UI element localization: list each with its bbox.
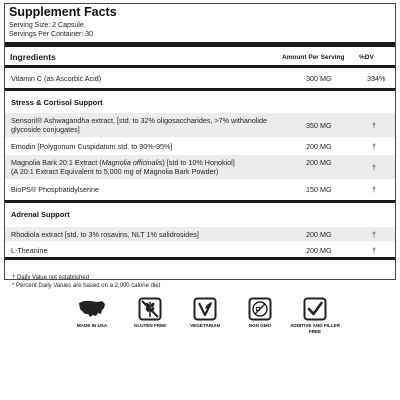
- vitamin-c-row: [5, 71, 395, 84]
- badge-vegetarian: [175, 297, 235, 329]
- ingredient-amount: 200 MG: [306, 246, 332, 255]
- l-theanine-row: [5, 243, 395, 256]
- emodin-row: [5, 139, 395, 153]
- panel-title: Supplement Facts: [9, 5, 117, 19]
- ashwagandha-row: [5, 113, 395, 137]
- badge-gluten-free: [120, 297, 180, 329]
- ingredient-amount: 350 MG: [306, 121, 332, 130]
- section-rule: [5, 88, 395, 91]
- badge-label: MADE IN USA: [76, 323, 108, 328]
- checkmark-icon: [303, 297, 327, 321]
- name-part: Magnolia Bark 20:1 Extract (: [11, 158, 102, 167]
- servings-per-container: Servings Per Container: 30: [9, 31, 94, 38]
- ingredient-name: L-Theanine: [11, 246, 48, 255]
- ingredient-dv: 334%: [367, 74, 386, 83]
- ingredient-amount: 150 MG: [306, 185, 332, 194]
- bio-ps-row: [5, 182, 395, 196]
- usa-map-icon: [77, 297, 107, 321]
- magnolia-row: [5, 155, 395, 179]
- wheat-crossed-icon: [138, 297, 162, 321]
- certification-badges: [70, 297, 340, 337]
- serving-size: Serving Size: 2 Capsule: [9, 22, 84, 29]
- header-rule: [5, 65, 395, 68]
- ingredient-dv: †: [372, 185, 376, 194]
- section-rule: [5, 200, 395, 203]
- dv-header: %DV: [359, 54, 374, 61]
- badge-non-gmo: [230, 297, 290, 329]
- ingredient-name: Rhodiola extract [std. to 3% rosavins, NLT 1% salidrosides]: [11, 230, 199, 239]
- name-part: ) [std to 10% Honokiol]: [162, 158, 235, 167]
- ingredient-dv: †: [372, 246, 376, 255]
- botanical-name: Magnolia officinalis: [101, 158, 163, 167]
- badge-label: NON GMO: [248, 323, 272, 328]
- ingredient-name: Emodin [Polygonum Cuspidatum std. to 90%-95%]: [11, 142, 173, 151]
- ingredient-dv: †: [372, 121, 376, 130]
- thick-rule: [5, 42, 395, 47]
- badge-made-in-usa: [62, 297, 122, 329]
- badge-label: VEGETARIAN: [190, 323, 220, 328]
- badge-label: GLUTEN FREE: [133, 323, 167, 328]
- ingredient-name: [11, 158, 291, 176]
- ingredient-amount: 200 MG: [306, 142, 332, 151]
- badge-label: ADDITIVE AND FILLER FREE: [290, 323, 340, 334]
- section-title-adrenal: Adrenal Support: [11, 210, 70, 219]
- amount-header: Amount Per Serving: [282, 54, 345, 61]
- gmo-crossed-icon: [248, 297, 272, 321]
- ingredient-dv: †: [372, 163, 376, 172]
- name-line-2: (A 20:1 Extract Equivalent to 5,000 mg of Magnolia Bark Powder): [11, 167, 219, 176]
- ingredient-dv: †: [372, 142, 376, 151]
- percent-dv-footnote: * Percent Daily Values are based on a 2,000 calorie diet: [12, 283, 161, 289]
- supplement-facts-panel: [4, 3, 396, 289]
- badge-additive-filler-free: [285, 297, 345, 334]
- ingredient-amount: 200 MG: [306, 158, 332, 167]
- ingredients-header: Ingredients: [10, 52, 56, 62]
- ingredient-amount: 300 MG: [306, 74, 332, 83]
- ingredient-name: Vitamin C (as Ascorbic Acid): [11, 74, 102, 83]
- ingredient-name: BioPS® Phosphatidylserine: [11, 185, 100, 194]
- section-title-stress: Stress & Cortisol Support: [11, 98, 103, 107]
- ingredient-name: Sensoril® Ashwagandha extract, [std. to 32% oligosaccharides, >7% withanolide glycoside conjugates]: [11, 116, 268, 134]
- rhodiola-row: [5, 227, 395, 241]
- daily-value-footnote: † Daily Value not established: [12, 275, 89, 281]
- bottom-rule: [5, 257, 395, 260]
- ingredient-amount: 200 MG: [306, 230, 332, 239]
- leaf-icon: [193, 297, 217, 321]
- ingredient-dv: †: [372, 230, 376, 239]
